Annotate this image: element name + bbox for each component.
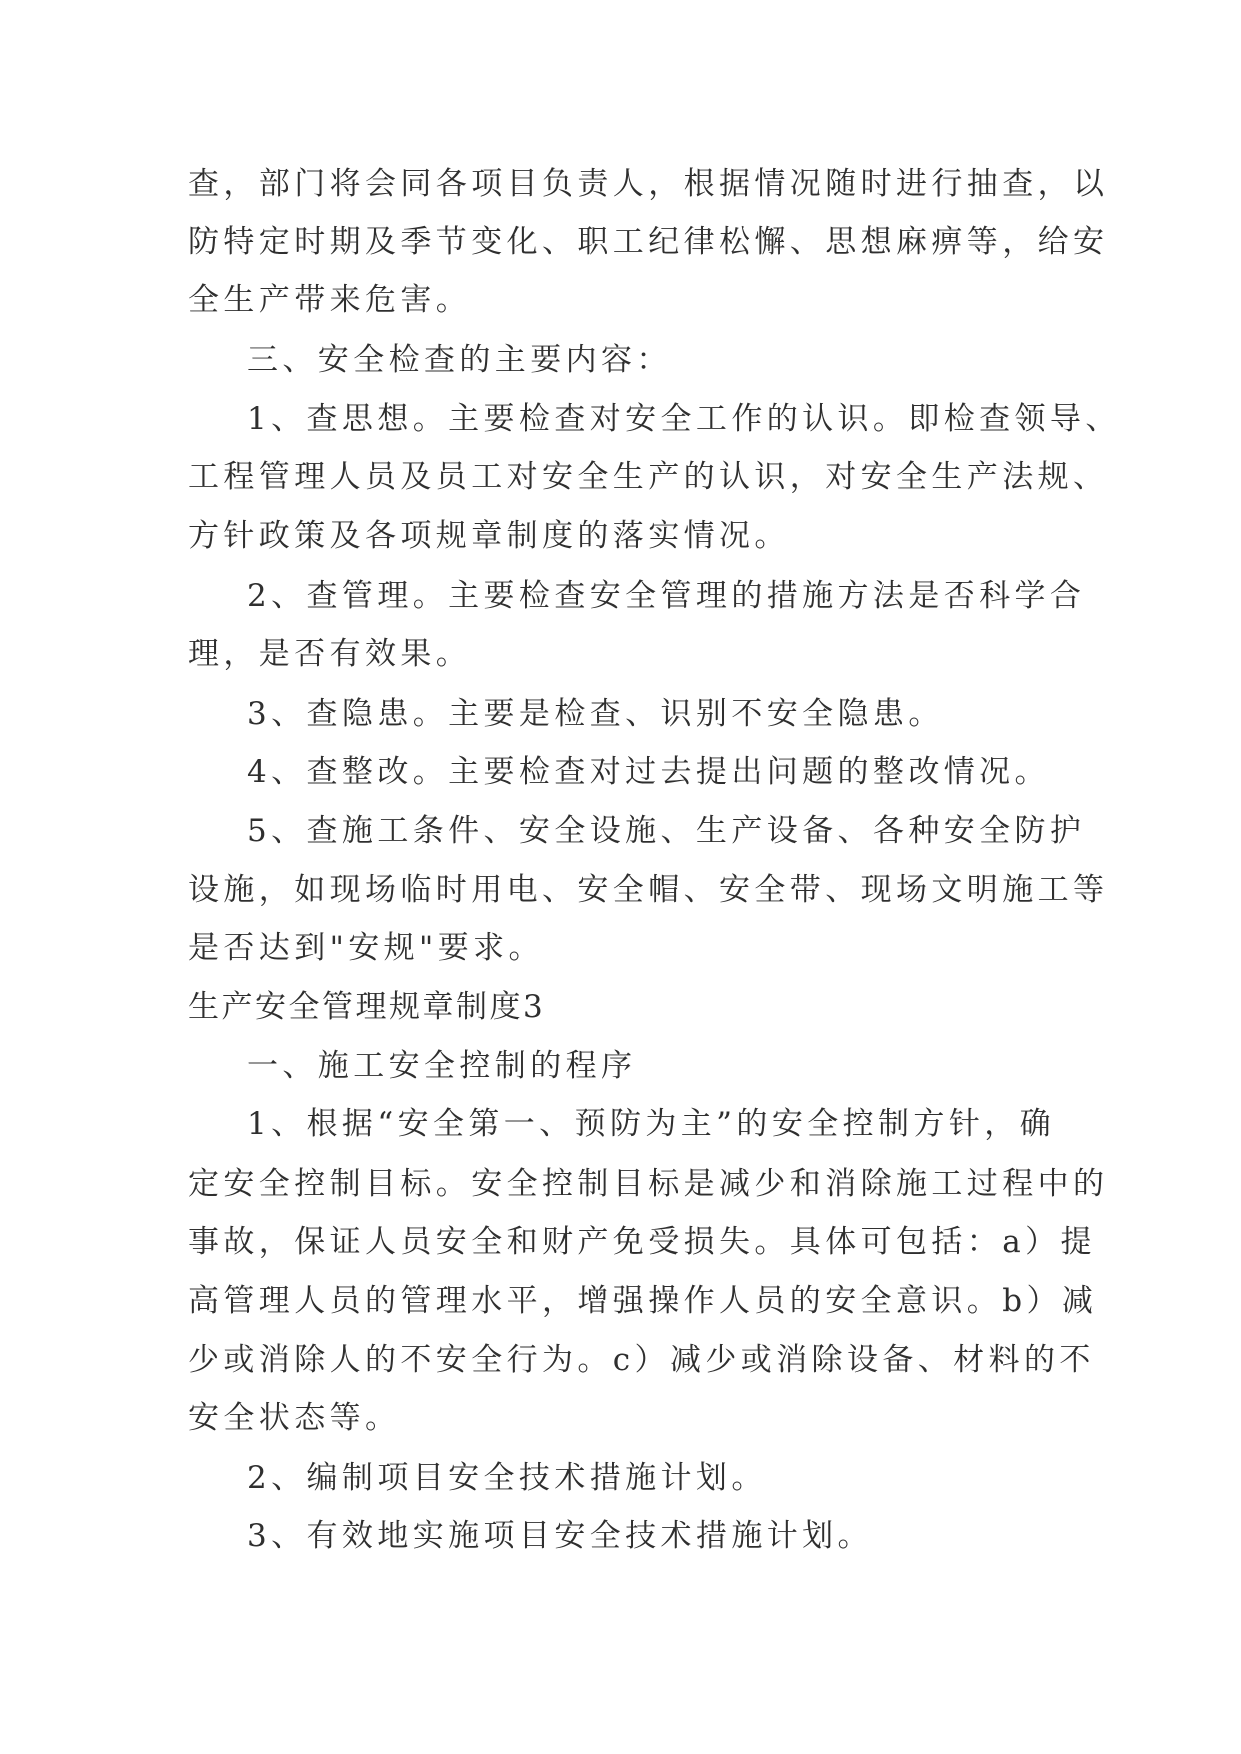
- paragraph-line: 查，部门将会同各项目负责人，根据情况随时进行抽查，以: [188, 166, 1109, 202]
- list-item-line: 高管理人员的管理水平，增强操作人员的安全意识。b）减: [188, 1283, 1098, 1319]
- list-item-line: 1、根据“安全第一、预防为主”的安全控制方针，确: [247, 1106, 1056, 1142]
- paragraph-line: 防特定时期及季节变化、职工纪律松懈、思想麻痹等，给安: [188, 224, 1109, 260]
- list-item-line: 理，是否有效果。: [188, 636, 472, 672]
- paragraph-line: 全生产带来危害。: [188, 282, 472, 318]
- list-item-line: 1、查思想。主要检查对安全工作的认识。即检查领导、: [247, 401, 1121, 437]
- list-item-line: 定安全控制目标。安全控制目标是减少和消除施工过程中的: [188, 1166, 1109, 1202]
- list-item-line: 工程管理人员及员工对安全生产的认识，对安全生产法规、: [188, 459, 1109, 495]
- section-heading: 三、安全检查的主要内容：: [247, 342, 672, 378]
- list-item-line: 设施，如现场临时用电、安全帽、安全带、现场文明施工等: [188, 872, 1109, 908]
- list-item-line: 2、查管理。主要检查安全管理的措施方法是否科学合: [247, 578, 1086, 614]
- list-item-line: 事故，保证人员安全和财产免受损失。具体可包括：a）提: [188, 1224, 1096, 1260]
- list-item-line: 少或消除人的不安全行为。c）减少或消除设备、材料的不: [188, 1342, 1095, 1378]
- list-item-line: 安全状态等。: [188, 1400, 401, 1436]
- list-item-line: 方针政策及各项规章制度的落实情况。: [188, 518, 790, 554]
- list-item-line: 3、查隐患。主要是检查、识别不安全隐患。: [247, 696, 944, 732]
- list-item-line: 2、编制项目安全技术措施计划。: [247, 1460, 767, 1496]
- list-item-line: 4、查整改。主要检查对过去提出问题的整改情况。: [247, 754, 1050, 790]
- section-heading: 一、施工安全控制的程序: [247, 1048, 637, 1084]
- list-item-line: 3、有效地实施项目安全技术措施计划。: [247, 1518, 873, 1554]
- list-item-line: 5、查施工条件、安全设施、生产设备、各种安全防护: [247, 813, 1086, 849]
- document-heading: 生产安全管理规章制度3: [188, 989, 546, 1025]
- list-item-line: 是否达到"安规"要求。: [188, 930, 544, 966]
